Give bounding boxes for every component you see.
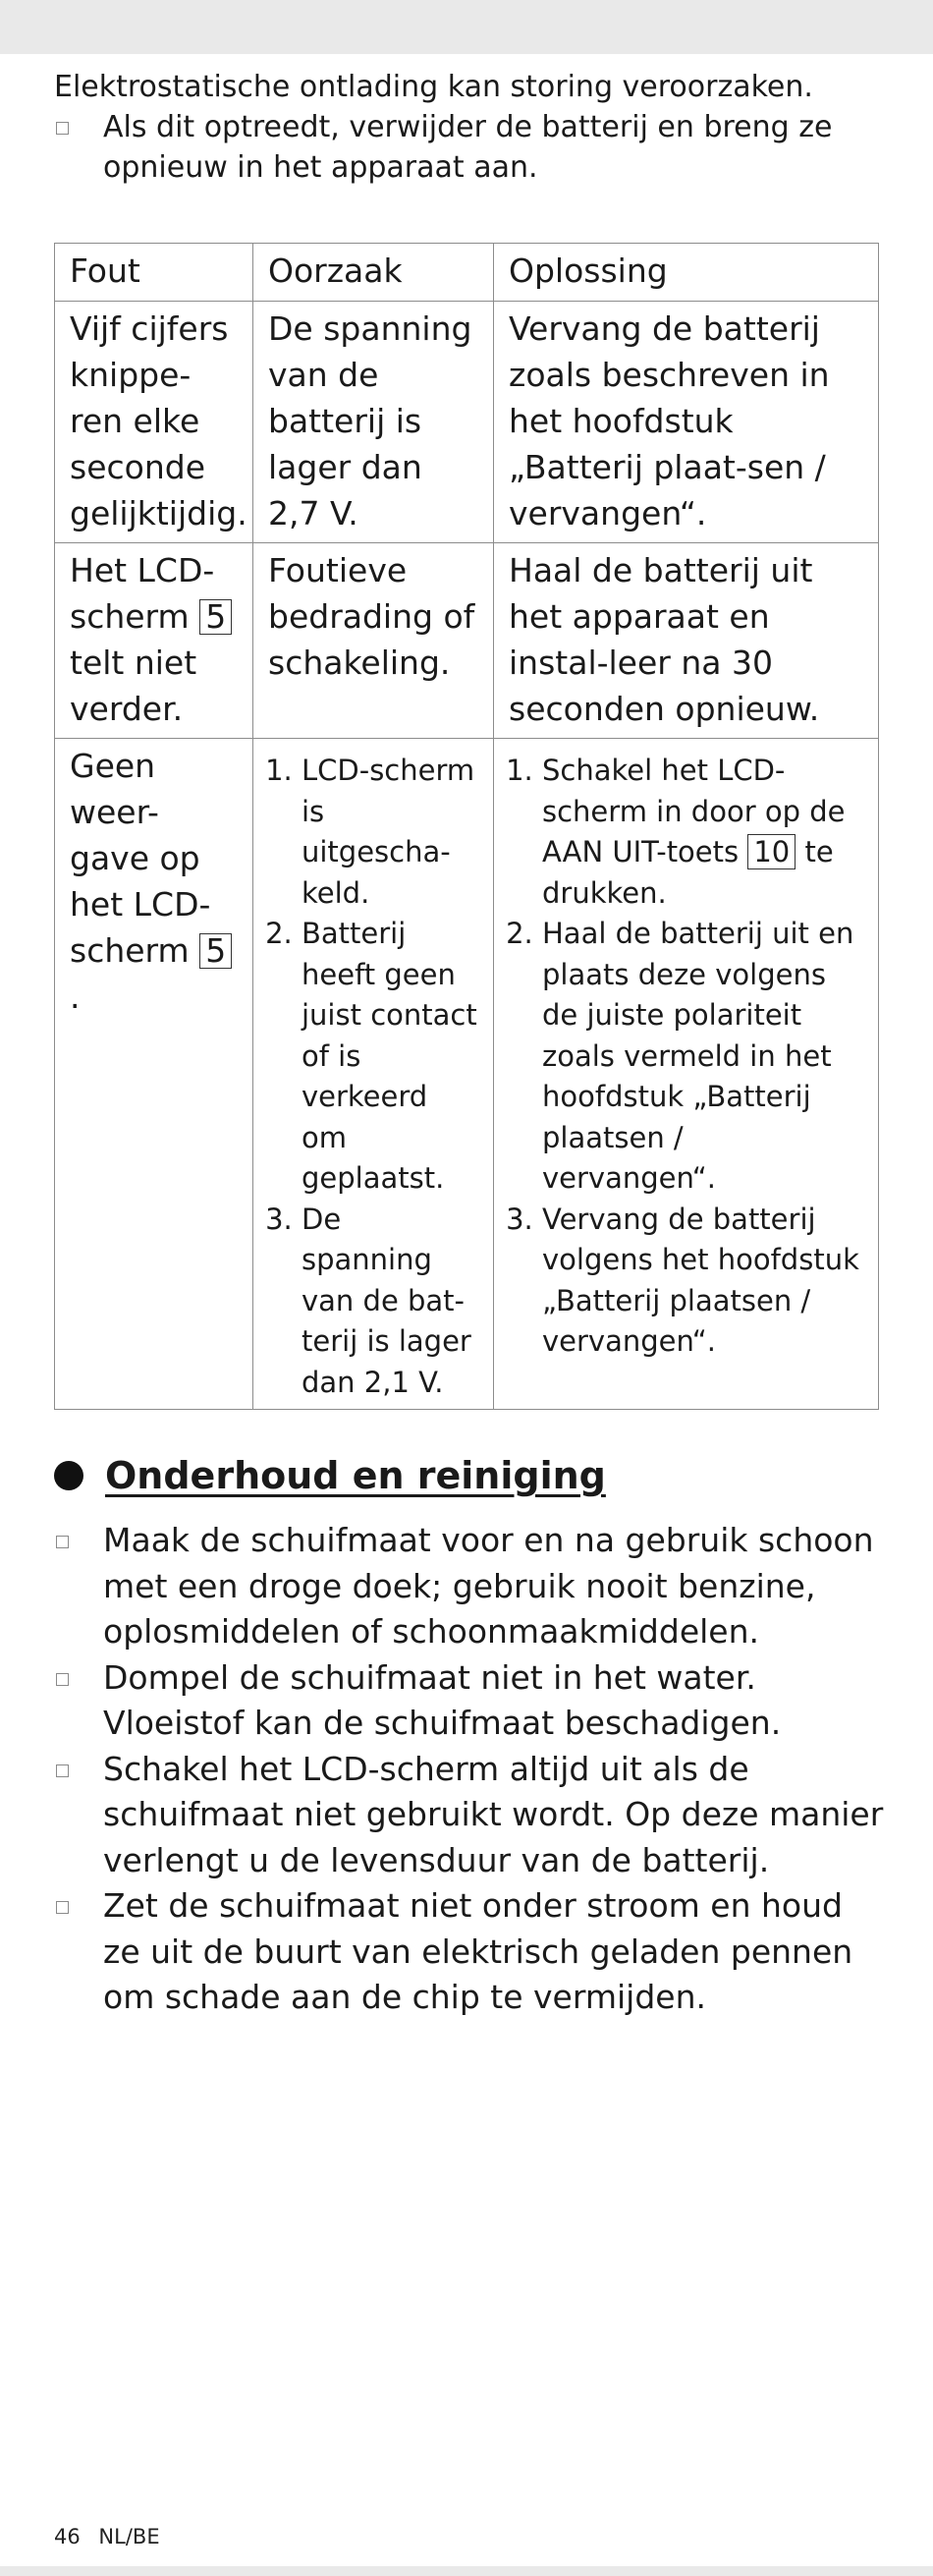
checkbox-icon	[56, 1901, 69, 1914]
list-item	[54, 1747, 889, 1884]
table-row	[55, 739, 879, 1410]
checkbox-icon	[56, 1536, 69, 1548]
bullet-dot-icon	[54, 1461, 83, 1490]
intro-section	[54, 67, 879, 188]
cause-cell: De spanning van de batterij is lager dan 2,7 V.	[253, 302, 494, 543]
solution-cell	[494, 739, 879, 1410]
fault-text: .	[70, 978, 81, 1016]
fault-text: telt niet verder.	[70, 644, 197, 728]
fault-cell	[55, 739, 253, 1410]
header-band	[0, 0, 933, 54]
fault-text: Het LCD-scherm	[70, 551, 215, 636]
checkbox-icon	[56, 122, 69, 135]
header-cause: Oorzaak	[253, 244, 494, 302]
solution-text: Schakel het LCD-scherm in door op de AAN UIT-toets	[542, 754, 846, 868]
language-code: NL/BE	[98, 2525, 160, 2548]
solution-list	[509, 751, 863, 1363]
header-solution: Oplossing	[494, 244, 879, 302]
section-title: Onderhoud en reiniging	[105, 1454, 606, 1497]
table-header-row	[55, 244, 879, 302]
troubleshooting-table	[54, 243, 879, 1410]
intro-bullet	[54, 107, 879, 188]
page-number: 46	[54, 2525, 81, 2548]
list-item	[54, 1883, 889, 2021]
list-item: 2. Batterij heeft geen juist contact of is verkeerd om geplaatst.	[302, 914, 478, 1200]
header-fault: Fout	[55, 244, 253, 302]
solution-text: te drukken.	[542, 835, 834, 910]
reference-number: 5	[199, 599, 232, 635]
list-item-text: Schakel het LCD-scherm altijd uit als de schuifmaat niet gebruikt wordt. Op deze manier verlengt u de levensduur van de batterij.	[103, 1749, 884, 1879]
list-item	[54, 1518, 889, 1655]
cause-cell: Foutieve bedrading of schakeling.	[253, 543, 494, 739]
list-item-text: Dompel de schuifmaat niet in het water. Vloeistof kan de schuifmaat beschadigen.	[103, 1657, 782, 1742]
list-item-text: Zet de schuifmaat niet onder stroom en houd ze uit de buurt van elektrisch geladen pennen om schade aan de chip te vermijden.	[103, 1886, 853, 2016]
list-item-text: Maak de schuifmaat voor en na gebruik schoon met een droge doek; gebruik nooit benzine, oplosmiddelen of schoonmaakmiddelen.	[103, 1521, 874, 1651]
list-item: 3. Vervang de batterij volgens het hoofdstuk „Batterij plaatsen / vervangen“.	[542, 1200, 863, 1363]
page-footer	[54, 2525, 172, 2548]
reference-number: 5	[199, 933, 232, 969]
list-item	[542, 751, 863, 914]
intro-text: Elektrostatische ontlading kan storing veroorzaken.	[54, 70, 813, 104]
list-item	[54, 1655, 889, 1747]
maintenance-list	[54, 1518, 889, 2021]
footer-band	[0, 2566, 933, 2576]
cause-cell	[253, 739, 494, 1410]
table-row	[55, 302, 879, 543]
cause-list	[268, 751, 478, 1403]
list-item: 1. LCD-scherm is uitgescha-keld.	[302, 751, 478, 914]
solution-cell: Vervang de batterij zoals beschreven in het hoofdstuk „Batterij plaat-sen / vervangen“.	[494, 302, 879, 543]
list-item: 2. Haal de batterij uit en plaats deze volgens de juiste polariteit zoals vermeld in het hoofdstuk „Batterij plaatsen / vervangen“.	[542, 914, 863, 1200]
fault-cell: Vijf cijfers knippe-ren elke seconde gelijktijdig.	[55, 302, 253, 543]
reference-number: 10	[747, 834, 796, 869]
checkbox-icon	[56, 1764, 69, 1777]
checkbox-icon	[56, 1673, 69, 1686]
solution-cell: Haal de batterij uit het apparaat en instal-leer na 30 seconden opnieuw.	[494, 543, 879, 739]
intro-bullet-text: Als dit optreedt, verwijder de batterij en breng ze opnieuw in het apparaat aan.	[103, 110, 833, 185]
section-heading	[54, 1454, 606, 1497]
table-row	[55, 543, 879, 739]
fault-text: Geen weer-gave op het LCD-scherm	[70, 747, 211, 970]
fault-cell	[55, 543, 253, 739]
list-item: 3. De spanning van de bat-terij is lager dan 2,1 V.	[302, 1200, 478, 1404]
